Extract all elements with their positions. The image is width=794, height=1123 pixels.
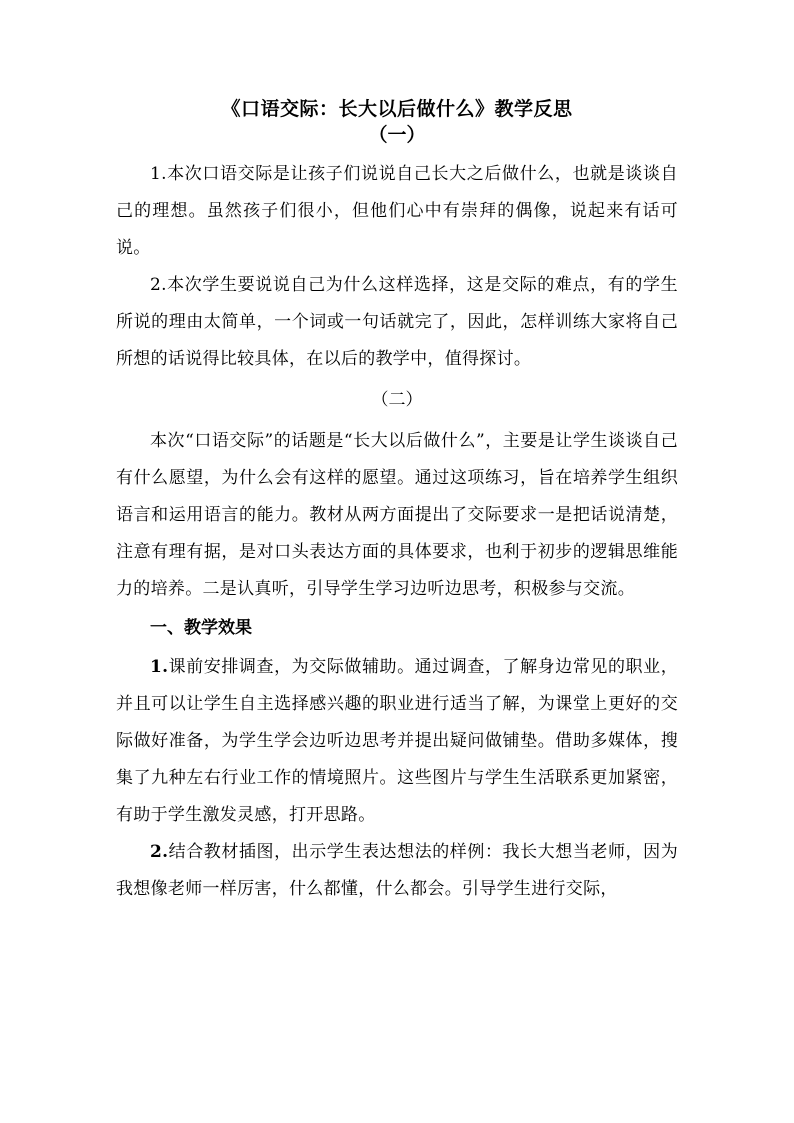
effect-item-2-number: 2.	[150, 842, 169, 862]
effect-item-2-text: 结合教材插图，出示学生表达想法的样例：我长大想当老师，因为我想像老师一样厉害，什么都懂，什么都会。引导学生进行交际，	[116, 842, 678, 899]
section-one-label: （一）	[368, 124, 426, 146]
section-two-label: （二）	[371, 390, 423, 410]
effect-item-1-text: 课前安排调查，为交际做辅助。通过调查，了解身边常见的职业，并且可以让学生自主选择感兴趣的职业进行适当了解，为课堂上更好的交际做好准备，为学生学会边听边思考并提出疑问做铺垫。借助多媒体，搜集了九种左右行业工作的情境照片。这些图片与学生生活联系更加紧密，有助于学生激发灵感，打开思路。	[116, 657, 678, 825]
section-one-paragraph-1: 1.本次口语交际是让孩子们说说自己长大之后做什么，也就是谈谈自己的理想。虽然孩子们很小，但他们心中有崇拜的偶像，说起来有话可说。	[116, 164, 678, 258]
effect-item-1	[116, 649, 678, 834]
section-one-paragraph-2: 2.本次学生要说说自己为什么这样选择，这是交际的难点，有的学生所说的理由太简单，一个词或一句话就完了，因此，怎样训练大家将自己所想的话说得比较具体，在以后的教学中，值得探讨。	[116, 275, 678, 369]
effect-item-1-number: 1.	[150, 657, 169, 677]
section-two-intro-paragraph: 本次“口语交际”的话题是“长大以后做什么”，主要是让学生谈谈自己有什么愿望，为什么会有这样的愿望。通过这项练习，旨在培养学生组织语言和运用语言的能力。教材从两方面提出了交际要求一是把话说清楚，注意有理有据，是对口头表达方面的具体要求，也利于初步的逻辑思维能力的培养。二是认真听，引导学生学习边听边思考，积极参与交流。	[116, 431, 678, 599]
document-page	[116, 96, 678, 908]
teaching-effect-heading: 一、教学效果	[150, 618, 252, 638]
effect-item-2	[116, 834, 678, 908]
document-title: 《口语交际：长大以后做什么》教学反思	[221, 98, 573, 120]
